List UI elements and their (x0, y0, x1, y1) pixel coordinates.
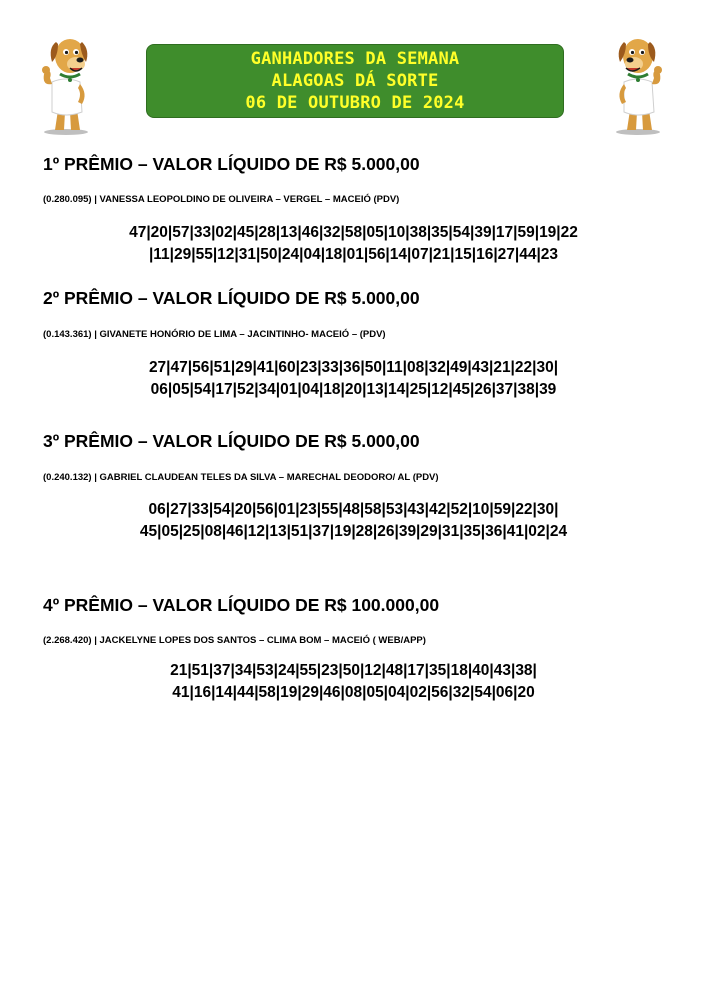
numbers-line: 06|27|33|54|20|56|01|23|55|48|58|53|43|42|52|10|59|22|30| (148, 501, 559, 518)
dog-mascot-icon (36, 30, 98, 136)
header-line-3: 06 DE OUTUBRO DE 2024 (245, 93, 465, 113)
winner-info: (0.240.132) | GABRIEL CLAUDEAN TELES DA SILVA – MARECHAL DEODORO/ AL (PDV) (43, 472, 439, 483)
prize-title: 3º PRÊMIO – VALOR LÍQUIDO DE R$ 5.000,00 (43, 431, 420, 451)
prize-title: 4º PRÊMIO – VALOR LÍQUIDO DE R$ 100.000,00 (43, 595, 440, 615)
numbers-line: 27|47|56|51|29|41|60|23|33|36|50|11|08|32|49|43|21|22|30| (148, 359, 559, 376)
prize-title: 2º PRÊMIO – VALOR LÍQUIDO DE R$ 5.000,00 (43, 288, 420, 308)
numbers-line: 47|20|57|33|02|45|28|13|46|32|58|05|10|38|35|54|39|17|59|19|22 (129, 224, 578, 241)
header-line-2: ALAGOAS DÁ SORTE (271, 71, 439, 91)
winning-numbers (0, 222, 707, 266)
header-line-1: GANHADORES DA SEMANA (250, 49, 460, 69)
winning-numbers (0, 357, 707, 401)
winning-numbers (0, 499, 707, 543)
numbers-line: 45|05|25|08|46|12|13|51|37|19|28|26|39|29|31|35|36|41|02|24 (139, 523, 568, 540)
prize-title: 1º PRÊMIO – VALOR LÍQUIDO DE R$ 5.000,00 (43, 154, 420, 174)
numbers-line: 21|51|37|34|53|24|55|23|50|12|48|17|35|18|40|43|38| (170, 662, 537, 679)
numbers-line: 41|16|14|44|58|19|29|46|08|05|04|02|56|32|54|06|20 (172, 684, 535, 701)
dog-mascot-icon (608, 30, 670, 136)
winner-info: (0.143.361) | GIVANETE HONÓRIO DE LIMA – JACINTINHO- MACEIÓ – (PDV) (43, 329, 386, 340)
numbers-line: 06|05|54|17|52|34|01|04|18|20|13|14|25|12|45|26|37|38|39 (150, 381, 557, 398)
numbers-line: |11|29|55|12|31|50|24|04|18|01|56|14|07|21|15|16|27|44|23 (148, 246, 559, 263)
winner-info: (0.280.095) | VANESSA LEOPOLDINO DE OLIVEIRA – VERGEL – MACEIÓ (PDV) (43, 194, 400, 205)
winner-info: (2.268.420) | JACKELYNE LOPES DOS SANTOS – CLIMA BOM – MACEIÓ ( WEB/APP) (43, 635, 426, 646)
winning-numbers (0, 660, 707, 704)
header-banner (146, 44, 564, 118)
